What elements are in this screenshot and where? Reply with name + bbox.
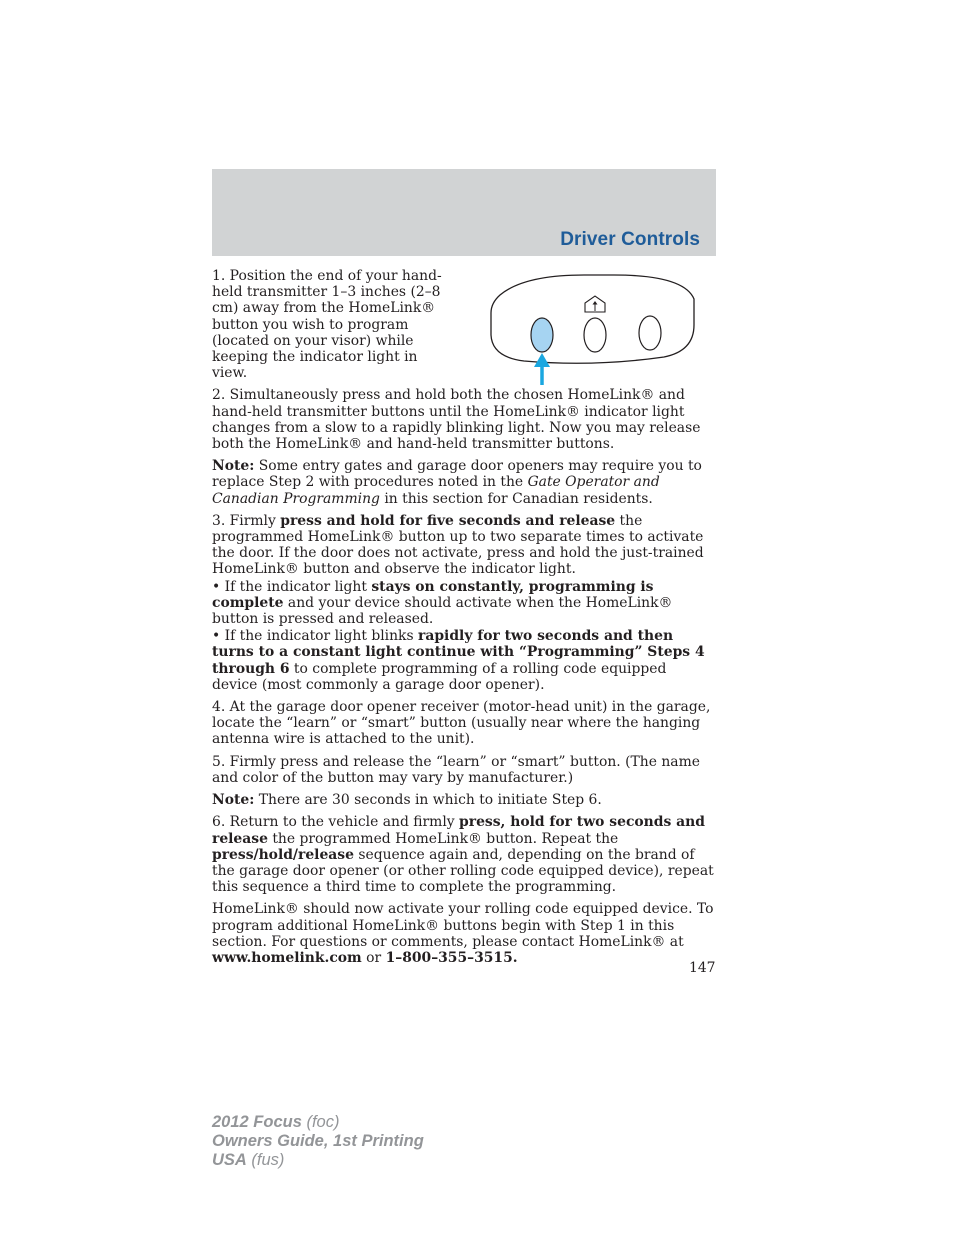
footer [212,1113,424,1170]
footer-line-1: 2012 Focus (foc) [212,1113,340,1131]
note-2: Note: There are 30 seconds in which to initiate Step 6. [212,792,602,809]
homelink-url: www.homelink.com [212,949,362,966]
step-5: 5. Firmly press and release the “learn” or “smart” button. (The name and color of the button may vary by manufacturer.) [212,753,700,786]
step-3: 3. Firmly press and hold for five seconds and release the programmed HomeLink® button up to two separate times to activate the door. If the door does not activate, press and hold the just-trained HomeLink® button and observe the indicator light. [212,512,704,578]
step-6: 6. Return to the vehicle and firmly press, hold for two seconds and release the programmed HomeLink® button. Repeat the press/hold/release sequence again and, depending on the brand of the garage door opener (or other rolling code equipped device), repeat this sequence a third time to complete the programming. [212,814,714,896]
step-1: 1. Position the end of your hand-held transmitter 1–3 inches (2–8 cm) away from the HomeLink® button you wish to program (located on your visor) while keeping the indicator light in view. [212,268,442,382]
footer-line-2: Owners Guide, 1st Printing [212,1132,424,1150]
instructions [212,268,716,972]
note-1: Note: Some entry gates and garage door openers may require you to replace Step 2 with procedures noted in the Gate Operator and Canadian Programming in this section for Canadian residents. [212,458,702,507]
closing-paragraph: HomeLink® should now activate your rolling code equipped device. To program additional HomeLink® buttons begin with Step 1 in this section. For questions or comments, please contact HomeLink® at www.homelink.com or 1–800–355–3515. [212,901,714,966]
bullet-1: • If the indicator light stays on constantly, programming is complete and your device should activate when the HomeLink® button is pressed and released. [212,578,673,628]
step-2: 2. Simultaneously press and hold both the chosen HomeLink® and hand-held transmitter buttons until the HomeLink® indicator light changes from a slow to a rapidly blinking light. Now you may release both the HomeLink® and hand-held transmitter buttons. [212,387,701,453]
bullet-2: • If the indicator light blinks rapidly for two seconds and then turns to a constant light continue with “Programming” Steps 4 through 6 to complete programming of a rolling code equipped device (most commonly a garage door opener). [212,628,705,693]
footer-line-3: USA (fus) [212,1151,285,1169]
section-title: Driver Controls [560,229,700,250]
section-header [212,169,716,256]
page-number: 147 [689,960,716,976]
step-4: 4. At the garage door opener receiver (motor-head unit) in the garage, locate the “learn” or “smart” button (usually near where the hanging antenna wire is attached to the unit). [212,699,711,748]
homelink-phone: 1–800–355–3515. [385,949,518,966]
